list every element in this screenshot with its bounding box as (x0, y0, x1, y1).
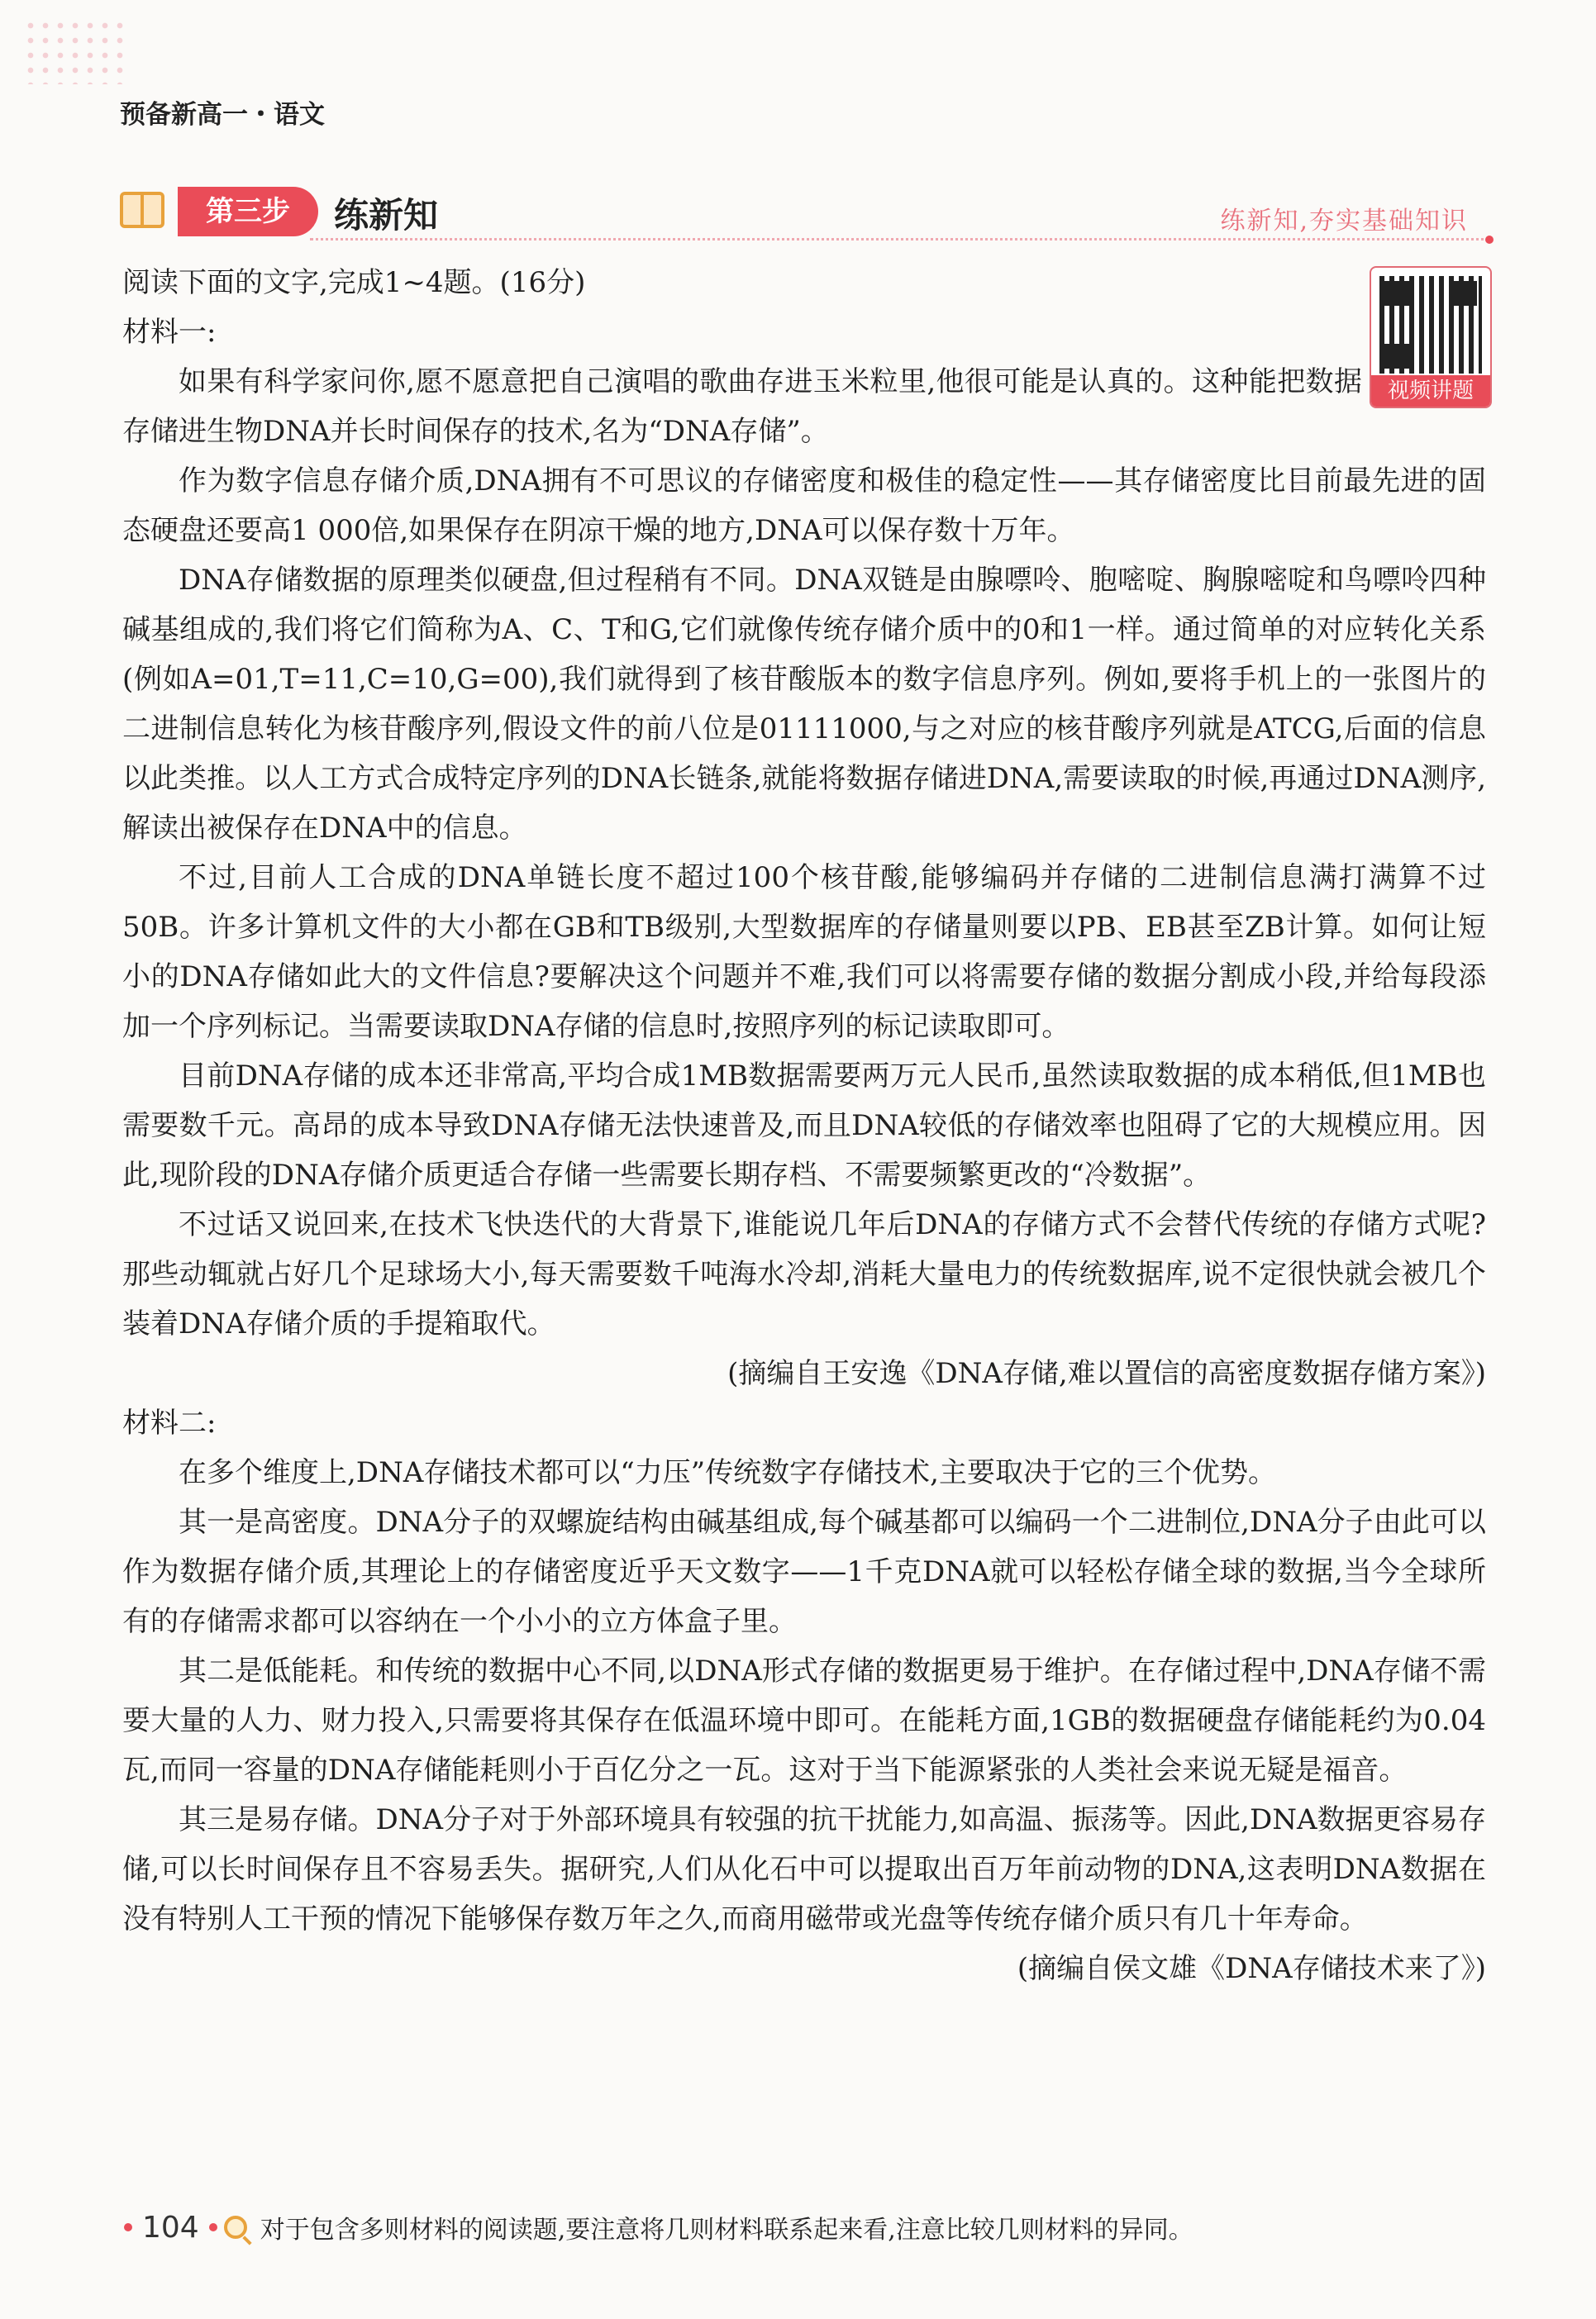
instruction: 阅读下面的文字,完成1~4题。(16分) (122, 266, 586, 299)
book-icon (120, 192, 164, 228)
page-footer (124, 2207, 1193, 2248)
source-citation: (摘编自侯文雄《DNA存储技术来了》) (1017, 1952, 1486, 1985)
paragraph: 其三是易存储。DNA分子对于外部环境具有较强的抗干扰能力,如高温、振荡等。因此,DNA数据更容易存储,可以长时间保存且不容易丢失。据研究,人们从化石中可以提取出百万年前动物的DNA,这表明DNA数据在没有特别人工干预的情况下能够保存数万年之久,而商用磁带或光盘等传统存储介质只有几十年寿命。 (122, 1803, 1486, 1936)
footer-tip: 对于包含多则材料的阅读题,要注意将几则材料联系起来看,注意比较几则材料的异同。 (260, 2216, 1193, 2245)
paragraph: 不过话又说回来,在技术飞快迭代的大背景下,谁能说几年后DNA的存储方式不会替代传统的存储方式呢?那些动辄就占好几个足球场大小,每天需要数千吨海水冷却,消耗大量电力的传统数据库,说不定很快就会被几个装着DNA存储介质的手提箱取代。 (122, 1208, 1486, 1340)
paragraph: 其一是高密度。DNA分子的双螺旋结构由碱基组成,每个碱基都可以编码一个二进制位,DNA分子由此可以作为数据存储介质,其理论上的存储密度近乎天文数字——1千克DNA就可以轻松存储全球的数据,当今全球所有的存储需求都可以容纳在一个小小的立方体盒子里。 (122, 1506, 1486, 1638)
qr-label: 视频讲题 (1371, 375, 1490, 407)
paragraph: 其二是低能耗。和传统的数据中心不同,以DNA形式存储的数据更易于维护。在存储过程中,DNA存储不需要大量的人力、财力投入,只需要将其保存在低温环境中即可。在能耗方面,1GB的数据硬盘存储能耗约为0.04瓦,而同一容量的DNA存储能耗则小于百亿分之一瓦。这对于当下能源紧张的人类社会来说无疑是福音。 (122, 1655, 1486, 1787)
magnifier-icon (224, 2216, 247, 2239)
material-two-heading: 材料二: (122, 1407, 217, 1440)
running-head: 预备新高一・语文 (120, 100, 325, 130)
paragraph: 在多个维度上,DNA存储技术都可以“力压”传统数字存储技术,主要取决于它的三个优势。 (179, 1456, 1276, 1489)
footer-dot (209, 2223, 217, 2231)
material-one-heading: 材料一: (122, 316, 217, 349)
paragraph: 如果有科学家问你,愿不愿意把自己演唱的歌曲存进玉米粒里,他很可能是认真的。这种能把数据存储进生物DNA并长时间保存的技术,名为“DNA存储”。 (122, 365, 1362, 448)
decorative-dots (23, 18, 131, 84)
paragraph: 目前DNA存储的成本还非常高,平均合成1MB数据需要两万元人民币,虽然读取数据的成本稍低,但1MB也需要数千元。高昂的成本导致DNA存储无法快速普及,而且DNA较低的存储效率也阻碍了它的大规模应用。因此,现阶段的DNA存储介质更适合存储一些需要长期存档、不需要频繁更改的“冷数据”。 (122, 1060, 1486, 1192)
step-badge: 第三步 (178, 187, 318, 236)
source-citation: (摘编自王安逸《DNA存储,难以置信的高密度数据存储方案》) (727, 1357, 1486, 1390)
section-title: 练新知 (334, 195, 439, 236)
paragraph: 作为数字信息存储介质,DNA拥有不可思议的存储密度和极佳的稳定性——其存储密度比目前最先进的固态硬盘还要高1 000倍,如果保存在阴凉干燥的地方,DNA可以保存数十万年。 (122, 464, 1486, 547)
section-tagline: 练新知,夯实基础知识 (1220, 207, 1468, 236)
reading-content (122, 258, 1486, 1993)
paragraph: 不过,目前人工合成的DNA单链长度不超过100个核苷酸,能够编码并存储的二进制信息满打满算不过50B。许多计算机文件的大小都在GB和TB级别,大型数据库的存储量则要以PB、EB甚至ZB计算。如何让短小的DNA存储如此大的文件信息?要解决这个问题并不难,我们可以将需要存储的数据分割成小段,并给每段添加一个序列标记。当需要读取DNA存储的信息时,按照序列的标记读取即可。 (122, 861, 1486, 1043)
paragraph: DNA存储数据的原理类似硬盘,但过程稍有不同。DNA双链是由腺嘌呤、胞嘧啶、胸腺嘧啶和鸟嘌呤四种碱基组成的,我们将它们简称为A、C、T和G,它们就像传统存储介质中的0和1一样。通过简单的对应转化关系(例如A=01,T=11,C=10,G=00),我们就得到了核苷酸版本的数字信息序列。例如,要将手机上的一张图片的二进制信息转化为核苷酸序列,假设文件的前八位是01111000,与之对应的核苷酸序列就是ATCG,后面的信息以此类推。以人工方式合成特定序列的DNA长链条,就能将数据存储进DNA,需要读取的时候,再通过DNA测序,解读出被保存在DNA中的信息。 (122, 564, 1486, 845)
header-rule (310, 238, 1490, 240)
page-number: 104 (142, 2210, 199, 2245)
footer-dot (124, 2223, 132, 2231)
